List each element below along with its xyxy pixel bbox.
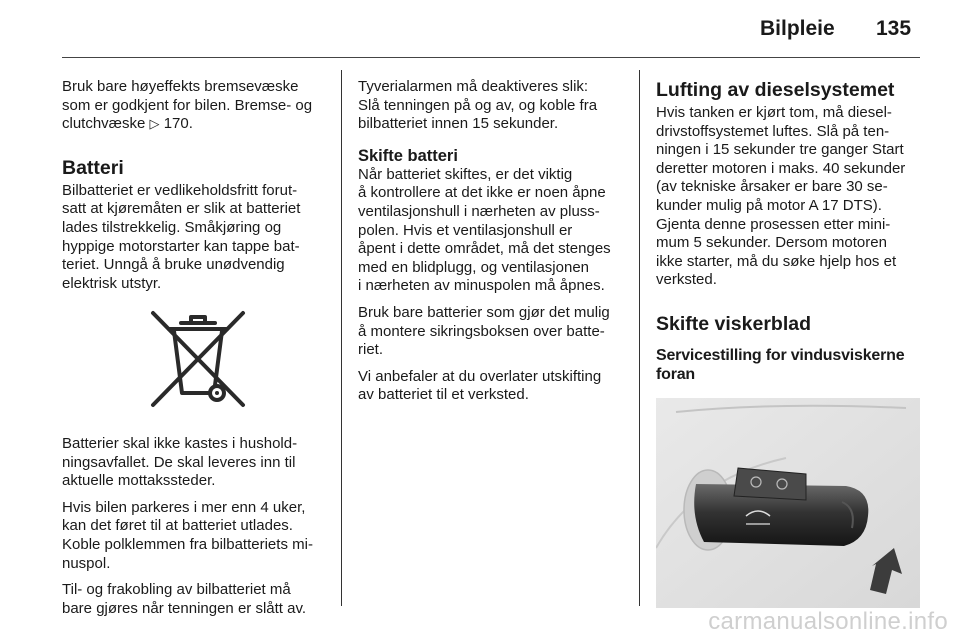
parking-paragraph: Hvis bilen parkeres i mer enn 4 uker, kan det føret til at batteriet utlades. Koble polklemmen fra bilbatteriets mi- nuspol. (62, 498, 313, 572)
brake-fluid-paragraph: Bruk bare høyeffekts bremsevæske som er godkjent for bilen. Bremse- og clutchvæske ▷ 170. (62, 78, 313, 133)
connect-paragraph: Til- og frakobling av bilbatteriet må bare gjøres når tenningen er slått av. (62, 581, 307, 617)
column-divider-2 (639, 70, 640, 606)
page-number: 135 (876, 17, 912, 40)
replace-battery-heading: Skifte batteri (358, 146, 458, 165)
diesel-paragraph: Hvis tanken er kjørt tom, må diesel- drivstoffsystemet luftes. Slå på ten- ningen i 15 sekunder tre ganger Start deretter motoren i maks. 40 sekunder (av tekniske årsaker er bare 30 se- kunder mulig på motor A 17 DTS). Gjenta denne prosessen etter mini- mum 5 sekunder. Dersom motoren ikke starter, må du søke hjelp hos et verksted. (656, 104, 906, 289)
wiper-heading: Skifte viskerblad (656, 312, 811, 335)
reference-arrow-icon: ▷ (149, 116, 160, 132)
column-divider-1 (341, 70, 342, 606)
wiper-stalk-illustration (656, 398, 924, 614)
disposal-paragraph: Batterier skal ikke kastes i hushold- ningsavfallet. De skal leveres inn til aktuelle mottakssteder. (62, 434, 298, 490)
column-1 (62, 78, 334, 626)
page-header (0, 0, 960, 58)
service-position-heading: Servicestilling for vindusviskerne foran (656, 346, 905, 383)
crossed-bin-icon (62, 307, 334, 417)
battery-paragraph: Bilbatteriet er vedlikeholdsfritt forut- satt at kjøremåten er slik at batteriet lades tilstrekkelig. Småkjøring og hyppige motorstarter kan tappe bat- teriet. Unngå å bruke unødvendig elektrisk utstyr. (62, 181, 301, 292)
replace-battery-paragraph: Når batteriet skiftes, er det viktig å kontrollere at det ikke er noen åpne ventilasjonshull i nærheten av pluss- polen. Hvis et ventilasjonshull er åpent i dette området, må det stenges med en blidplugg, og ventilasjonen i nærheten av minuspolen må åpnes. (358, 165, 611, 295)
diesel-heading: Lufting av dieselsystemet (656, 79, 895, 101)
column-2 (358, 78, 634, 413)
column-3 (656, 78, 924, 614)
alarm-paragraph: Tyverialarmen må deaktiveres slik: Slå tenningen på og av, og koble fra bilbatteriet innen 15 sekunder. (358, 78, 598, 133)
watermark: carmanualsonline.info (708, 608, 948, 635)
battery-heading: Batteri (62, 156, 124, 179)
page-reference[interactable]: 170. (163, 115, 193, 133)
section-title: Bilpleie (760, 17, 835, 40)
workshop-paragraph: Vi anbefaler at du overlater utskifting av batteriet til et verksted. (358, 367, 602, 404)
fuse-box-paragraph: Bruk bare batterier som gjør det mulig å montere sikringsboksen over batte- riet. (358, 303, 610, 359)
header-rule (62, 57, 920, 58)
